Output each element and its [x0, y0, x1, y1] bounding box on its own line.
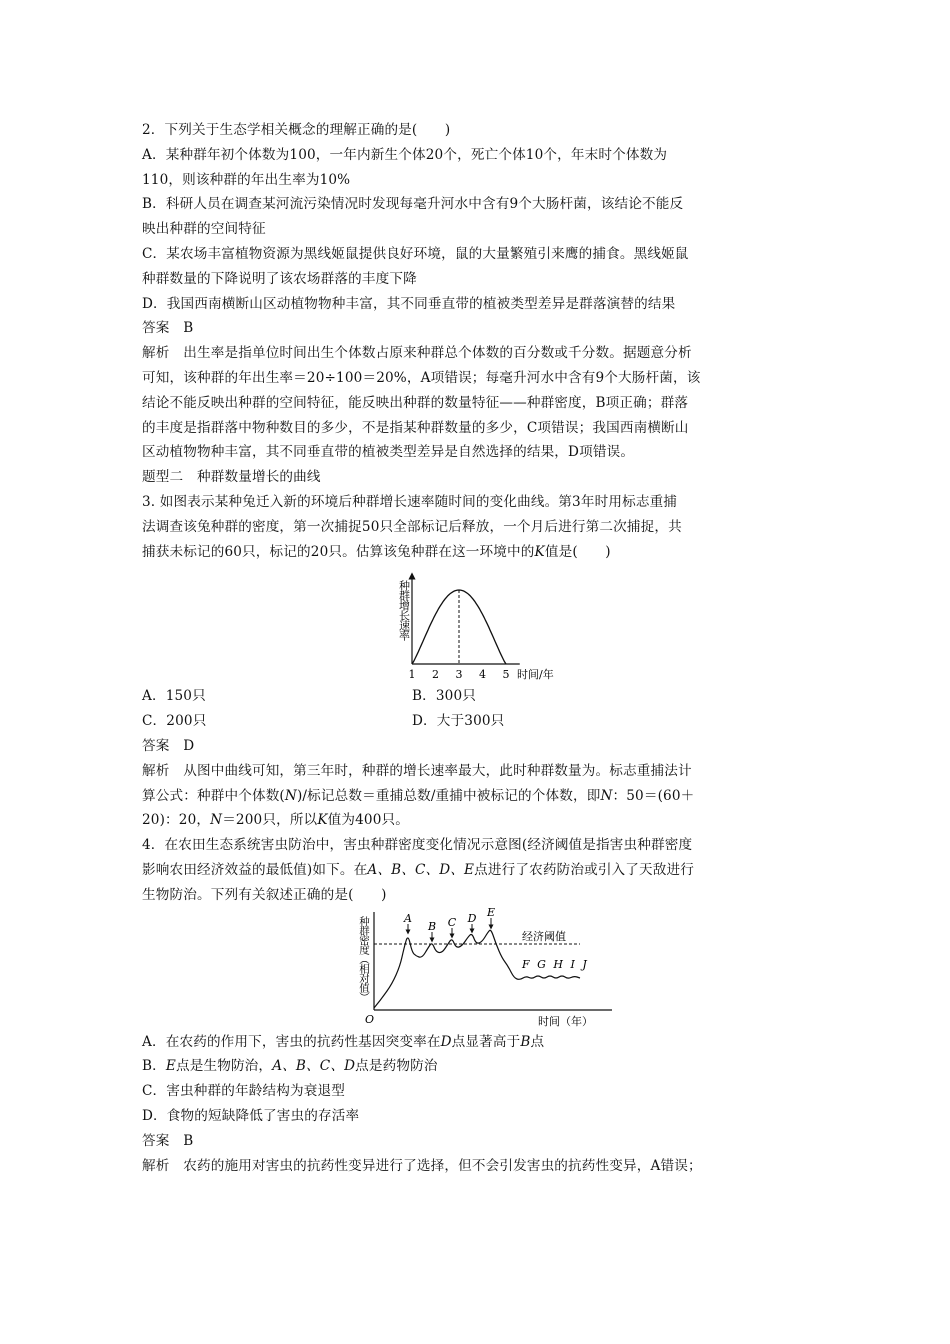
- q4-var-e: E: [165, 1058, 176, 1075]
- q4-option-a-a: A．在农药的作用下，害虫的抗药性基因突变率在: [142, 1033, 441, 1050]
- q2-answer: 答案 B: [142, 320, 194, 337]
- q4-stem-line2-b: 点进行了农药防治或引入了天敌进行: [474, 861, 695, 878]
- threshold-label: 经济阈值: [522, 929, 566, 943]
- q2-analysis-line3: 结论不能反映出种群的空间特征，能反映出种群的数量特征——种群密度，B项正确；群落: [142, 394, 689, 411]
- q3-analysis-line2-a: 算公式：种群中个体数(: [142, 787, 285, 804]
- q3-var-n2: N: [600, 787, 613, 804]
- q4-option-a-b: 点显著高于: [451, 1033, 521, 1050]
- q4-vars-a-e: A、B、C、D、E: [367, 861, 475, 878]
- x-axis-label: 时间/年: [517, 668, 554, 682]
- q3-analysis-line2-c: ：50＝(60＋: [612, 787, 695, 804]
- q3-option-b: B．300只: [412, 688, 477, 705]
- q4-stem-line1: 4．在农田生态系统害虫防治中，害虫种群密度变化情况示意图(经济阈值是指害虫种群密度: [142, 837, 693, 854]
- q3-stem-line3-tail: 值是( ): [544, 543, 611, 560]
- point-label-a: A: [404, 911, 412, 925]
- q4-analysis-line1: 解析 农药的施用对害虫的抗药性变异进行了选择，但不会引发害虫的抗药性变异，A错误；: [142, 1157, 702, 1174]
- q3-analysis-line3-b: ＝200只，所以: [222, 812, 318, 829]
- q3-options-row2: [142, 709, 822, 734]
- q3-analysis-line3: [142, 808, 822, 833]
- origin-label: O: [365, 1012, 375, 1026]
- point-label-d: D: [467, 911, 477, 925]
- x-axis-label: 时间（年）: [538, 1014, 593, 1028]
- x-tick-label: 4: [479, 668, 486, 682]
- q4-option-c: C．害虫种群的年龄结构为衰退型: [142, 1083, 345, 1100]
- q2-analysis-line1: 解析 出生率是指单位时间出生个体数占原来种群总个体数的百分数或千分数。据题意分析: [142, 345, 692, 362]
- q3-stem-line2: 法调查该兔种群的密度，第一次捕捉50只全部标记后释放，一个月后进行第二次捕捉，共: [142, 518, 682, 535]
- point-label-b: B: [427, 919, 437, 933]
- q2-option-a-line2: 110，则该种群的年出生率为10%: [142, 171, 351, 188]
- y-axis-label: 种群密度（相对值）: [358, 915, 370, 1002]
- q3-stem-line3-text: 捕获未标记的60只，标记的20只。估算该兔种群在这一环境中的: [142, 543, 535, 560]
- q4-option-b-b: 点是生物防治，: [175, 1058, 273, 1075]
- q2-option-b-line1: B．科研人员在调查某河流污染情况时发现每毫升河水中含有9个大肠杆菌，该结论不能反: [142, 196, 684, 213]
- q2-option-c-line1: C．某农场丰富植物资源为黑线姬鼠提供良好环境，鼠的大量繁殖引来鹰的捕食。黑线姬鼠: [142, 245, 689, 262]
- y-axis-label: 种群增长速率: [397, 580, 411, 641]
- q4-option-a: [142, 1030, 822, 1055]
- pest-density-chart: [142, 908, 822, 1030]
- q3-analysis-line3-a: 20)：20，: [142, 812, 211, 829]
- q3-analysis-line1: 解析 从图中曲线可知，第三年时，种群的增长速率最大，此时种群数量为。标志重捕法计: [142, 762, 692, 779]
- q3-answer: 答案 D: [142, 737, 195, 754]
- q3-analysis-line2: [142, 784, 822, 809]
- q4-option-b-a: B．: [142, 1058, 166, 1075]
- q4-option-d: D．食物的短缺降低了害虫的存活率: [142, 1107, 360, 1124]
- q4-stem-line2-a: 影响农田经济效益的最低值)如下。在: [142, 861, 368, 878]
- growth-rate-chart: [142, 564, 822, 684]
- q3-option-d: D．大于300只: [412, 713, 505, 730]
- q2-analysis-line5: 区动植物物种丰富，其不同垂直带的植被类型差异是自然选择的结果，D项错误。: [142, 444, 635, 461]
- q4-figure: [142, 908, 822, 1030]
- q3-analysis-line2-b: )/标记总数＝重捕总数/重捕中被标记的个体数，即: [296, 787, 601, 804]
- q2-stem: 2．下列关于生态学相关概念的理解正确的是( ): [142, 122, 451, 138]
- q3-var-k: K: [534, 543, 545, 560]
- q3-stem-line3: [142, 540, 822, 565]
- x-tick-label: 5: [502, 668, 510, 682]
- q2-option-a-line1: A．某种群年初个体数为100，一年内新生个体20个，死亡个体10个，年末时个体数为: [142, 146, 668, 163]
- q3-var-k2: K: [317, 812, 328, 829]
- q3-analysis-line3-c: 值为400只。: [327, 812, 409, 829]
- q3-option-a: A．150只: [142, 688, 206, 705]
- tail-point-labels: F G H I J: [522, 957, 589, 971]
- q3-option-c: C．200只: [142, 713, 207, 730]
- q4-option-a-c: 点: [530, 1033, 545, 1050]
- x-tick-label: 3: [455, 668, 463, 682]
- q4-answer: 答案 B: [142, 1132, 194, 1149]
- q2-option-c-line2: 种群数量的下降说明了该农场群落的丰度下降: [142, 270, 417, 287]
- q3-var-n3: N: [210, 812, 223, 829]
- q3-stem-line1: 3. 如图表示某种兔迁入新的环境后种群增长速率随时间的变化曲线。第3年时用标志重捕: [142, 493, 678, 510]
- document-page: [142, 118, 822, 1178]
- q2-analysis-line4: 的丰度是指群落中物种数目的多少，不是指某种群数量的多少，C项错误；我国西南横断山: [142, 419, 689, 436]
- q4-var-b: B: [520, 1033, 531, 1050]
- q2-analysis-line2: 可知，该种群的年出生率＝20÷100＝20%，A项错误；每毫升河水中含有9个大肠杆菌，该: [142, 369, 701, 386]
- q4-stem-line2: [142, 858, 822, 883]
- point-label-e: E: [486, 907, 496, 919]
- q3-figure: [142, 564, 822, 684]
- q4-var-d: D: [440, 1033, 452, 1050]
- q2-option-b-line2: 映出种群的空间特征: [142, 221, 266, 238]
- q4-stem-line3: 生物防治。下列有关叙述正确的是( ): [142, 886, 387, 903]
- q3-options-row1: [142, 684, 822, 709]
- point-label-c: C: [447, 915, 457, 929]
- q3-var-n1: N: [284, 787, 297, 804]
- x-tick-label: 2: [432, 668, 439, 682]
- section-title: 题型二 种群数量增长的曲线: [142, 469, 321, 486]
- q4-vars-a-d: A、B、C、D: [272, 1058, 356, 1075]
- q4-option-b: [142, 1054, 822, 1079]
- x-tick-label: 1: [408, 668, 416, 682]
- q2-option-d: D．我国西南横断山区动植物物种丰富，其不同垂直带的植被类型差异是群落演替的结果: [142, 295, 676, 312]
- q4-option-b-c: 点是药物防治: [355, 1058, 438, 1075]
